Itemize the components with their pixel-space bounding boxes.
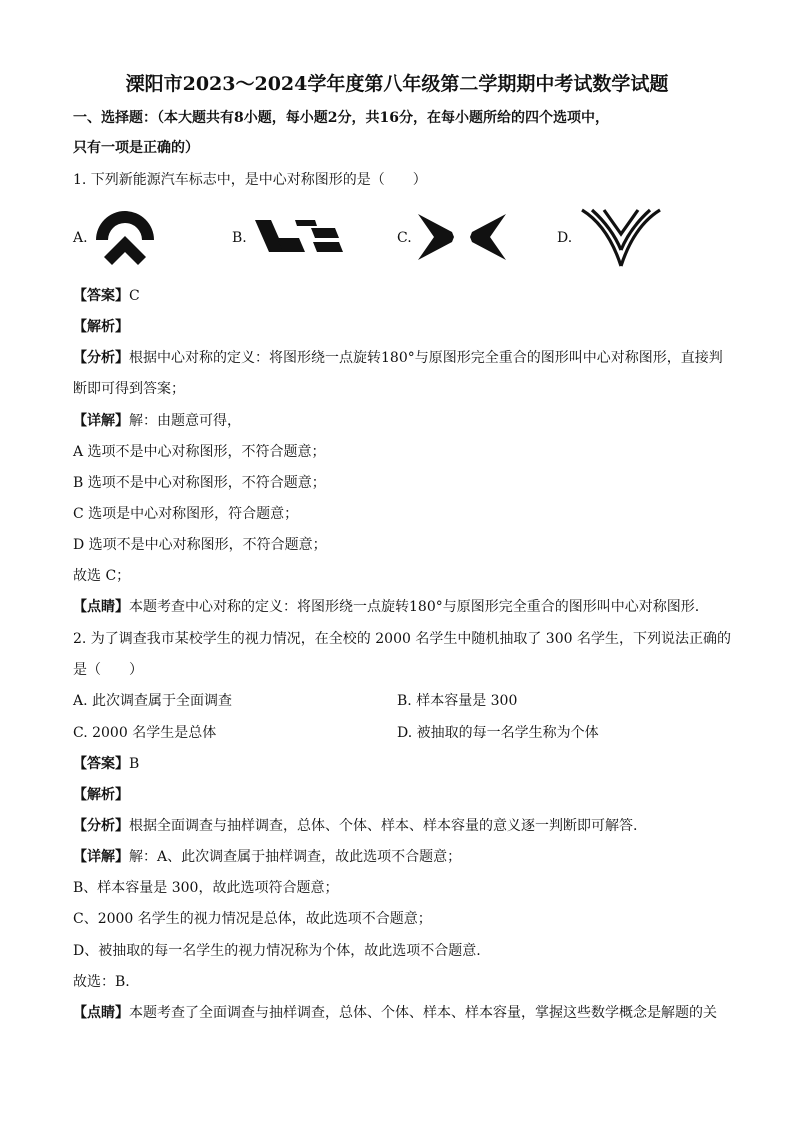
q1-detail-line: C 选项是中心对称图形，符合题意；: [73, 506, 299, 522]
q2-stem-line1: 2. 为了调查我市某校学生的视力情况，在全校的 2000 名学生中随机抽取了 300 名学生，下列说法正确的: [73, 631, 731, 647]
q2-option-d: D. 被抽取的每一名学生称为个体: [397, 725, 599, 741]
fenxi-text: 根据中心对称的定义：将图形绕一点旋转180°与原图形完全重合的图形叫中心对称图形，直接判: [129, 350, 723, 366]
section-heading-line2: 只有一项是正确的）: [73, 140, 199, 156]
q1-detail-line: D 选项不是中心对称图形，不符合题意；: [73, 537, 327, 553]
q1-detail-line: 故选 C；: [73, 568, 131, 584]
lixiang-logo-icon: [255, 218, 343, 254]
q1-stem: 1. 下列新能源汽车标志中，是中心对称图形的是（ ）: [73, 172, 427, 188]
q1-xiangjie: [73, 411, 241, 431]
answer-tag: 【答案】: [73, 756, 129, 772]
q2-detail-line: 故选：B.: [73, 974, 130, 990]
xiangjie-text: 解：由题意可得，: [129, 413, 241, 429]
q1-fenxi-line2: 断即可得到答案；: [73, 381, 185, 397]
q2-xiangjie: [73, 847, 461, 867]
answer-tag: 【答案】: [73, 288, 129, 304]
answer-value: C: [129, 288, 140, 304]
nio-logo-icon: [92, 206, 158, 268]
q1-option-d-label: D.: [557, 230, 573, 246]
fenxi-text: 根据全面调查与抽样调查，总体、个体、样本、样本容量的意义逐一判断即可解答.: [129, 818, 638, 834]
q1-detail-line: A 选项不是中心对称图形，不符合题意；: [73, 444, 326, 460]
dianjing-tag: 【点睛】: [73, 1005, 129, 1021]
q2-dianjing: [73, 1003, 717, 1023]
q2-option-c: C. 2000 名学生是总体: [73, 725, 217, 741]
dianjing-text: 本题考查了全面调查与抽样调查，总体、个体、样本、样本容量，掌握这些数学概念是解题的关: [129, 1005, 717, 1021]
q2-fenxi: [73, 816, 637, 836]
section-heading-line1: 一、选择题：（本大题共有8小题，每小题2分，共16分，在每小题所给的四个选项中，: [73, 110, 609, 126]
wm-logo-icon: [580, 206, 662, 268]
q1-option-b-label: B.: [232, 230, 247, 246]
q1-option-c-label: C.: [397, 230, 412, 246]
q2-detail-line: B、样本容量是 300，故此选项符合题意；: [73, 880, 339, 896]
xiangjie-tag: 【详解】: [73, 413, 129, 429]
q1-option-a-label: A.: [73, 230, 88, 246]
dianjing-tag: 【点睛】: [73, 599, 129, 615]
q2-stem-line2: 是（ ）: [73, 662, 143, 678]
xiangjie-text: 解：A、此次调查属于抽样调查，故此选项不合题意；: [129, 849, 462, 865]
q2-option-a: A. 此次调查属于全面调查: [73, 693, 233, 709]
xiangjie-tag: 【详解】: [73, 849, 129, 865]
answer-value: B: [129, 756, 140, 772]
q2-detail-line: C、2000 名学生的视力情况是总体，故此选项不合题意；: [73, 911, 432, 927]
q1-answer: [73, 286, 140, 306]
fenxi-tag: 【分析】: [73, 818, 129, 834]
q1-dianjing: [73, 597, 699, 617]
fenxi-tag: 【分析】: [73, 350, 129, 366]
q2-detail-line: D、被抽取的每一名学生的视力情况称为个体，故此选项不合题意.: [73, 943, 481, 959]
q2-analysis-tag: 【解析】: [73, 787, 129, 803]
q2-answer: [73, 754, 139, 774]
xpeng-logo-icon: [418, 214, 506, 260]
q1-fenxi-line1: [73, 348, 723, 368]
q2-option-b: B. 样本容量是 300: [397, 693, 518, 709]
page-title: 溧阳市2023～2024学年度第八年级第二学期期中考试数学试题: [125, 73, 669, 95]
dianjing-text: 本题考查中心对称的定义：将图形绕一点旋转180°与原图形完全重合的图形叫中心对称图形.: [129, 599, 700, 615]
q1-analysis-tag: 【解析】: [73, 319, 129, 335]
q1-detail-line: B 选项不是中心对称图形，不符合题意；: [73, 475, 326, 491]
